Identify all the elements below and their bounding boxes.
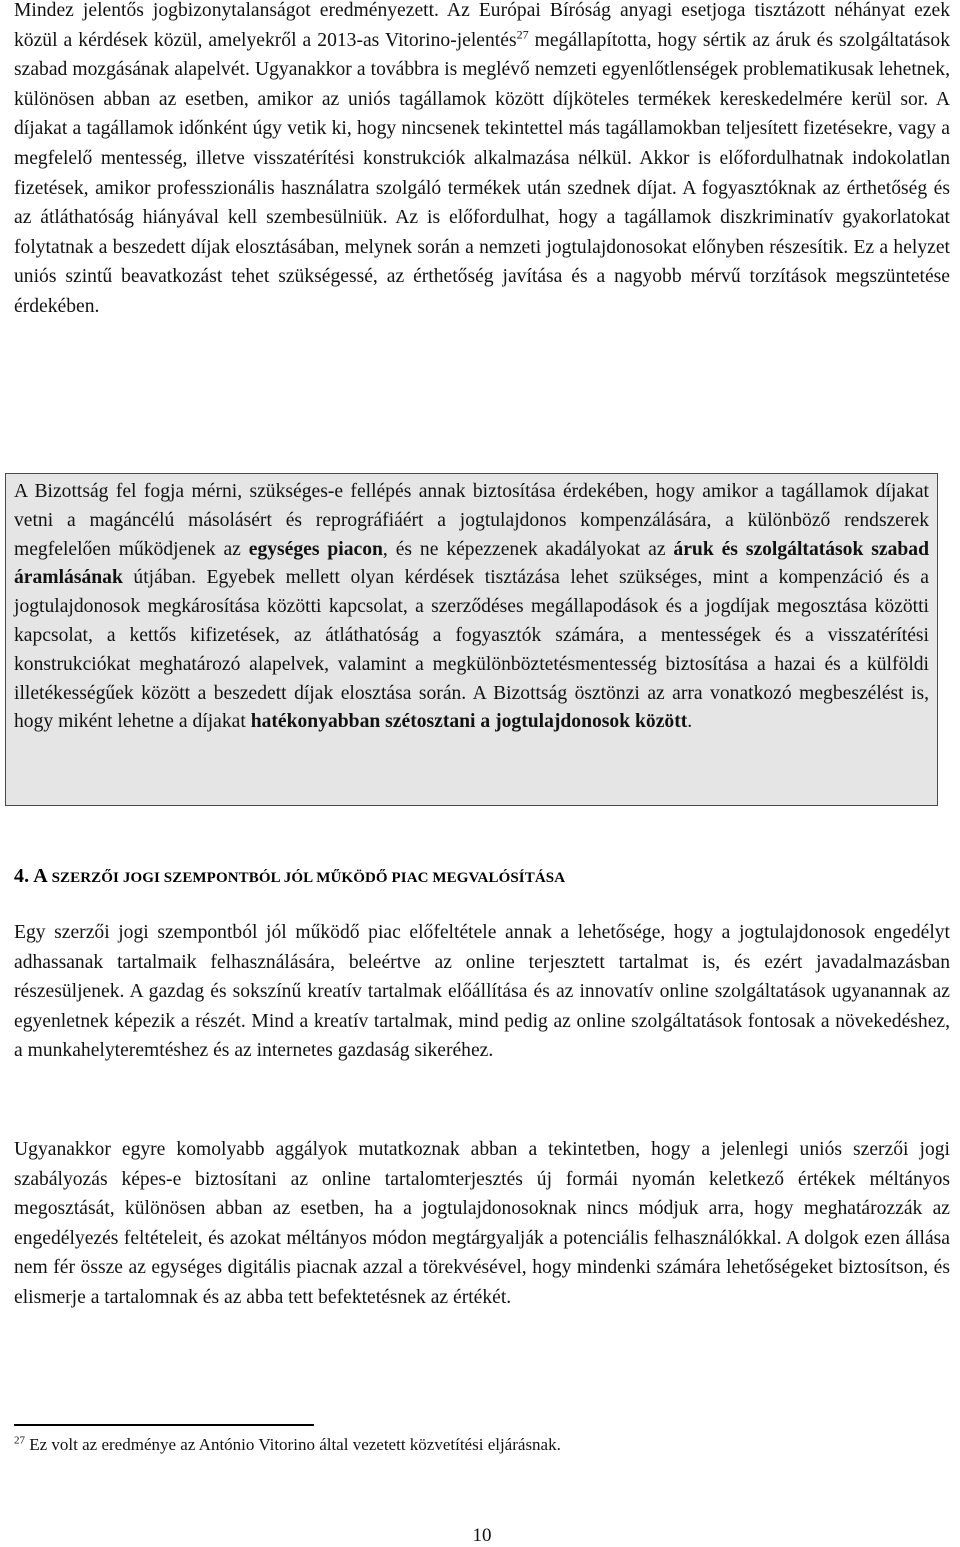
section-heading (14, 865, 565, 888)
footnote-text: Ez volt az eredménye az António Vitorino által vezetett közvetítési eljárásnak. (25, 1435, 561, 1454)
highlight-box-text (14, 478, 929, 737)
footnote (14, 1434, 561, 1456)
footnote-reference[interactable]: 27 (516, 27, 529, 42)
box-text-2: , és ne képezzenek akadályokat az (382, 538, 674, 560)
highlight-box (5, 473, 938, 806)
page-number: 10 (472, 1525, 492, 1546)
box-text-4: . (687, 711, 693, 733)
paragraph-intro-text-b: megállapította, hogy sértik az áruk és szolgáltatások szabad mozgásának alapelvét. Ugyanakkor a továbbra is meglévő nemzeti egyenlőtlenségek problematikusak lehetnek, különösen abban az esetben, amikor az uniós tagállamok között díjköteles termékek kereskedelmére kerül sor. A díjakat a tagállamok időnként úgy vetik ki, hogy nincsenek tekintettel más tagállamokban teljesített fizetésekre, vagy a megfelelő mentesség, illetve visszatérítési konstrukciók alkalmazása nélkül. Akkor is előfordulhatnak indokolatlan fizetések, amikor professzionális használatra szolgáló termékek után szednek díjat. A fogyasztóknak az érthetőség és az átláthatóság hiányával kell szembesülniük. Az is előfordulhat, hogy a tagállamok diszkriminatív gyakorlatokat folytatnak a beszedett díjak elosztásában, melynek során a nemzeti jogtulajdonosokat előnyben részesítik. Ez a helyzet uniós szintű beavatkozást tehet szükségessé, az érthetőség javítása és a nagyobb mérvű torzítások megszüntetése érdekében. (14, 29, 950, 317)
paragraph-intro-text-a: Mindez jelentős jogbizonytalanságot eredményezett. Az Európai Bíróság anyagi esetjoga tisztázott néhányat ezek közül a kérdések közül, amelyekről a 2013-as Vitorino-jelentés (14, 0, 950, 51)
paragraph-intro (14, 0, 950, 322)
box-text-3: útjában. Egyebek mellett olyan kérdések tisztázása lehet szükséges, mint a kompenzáció és a jogtulajdonosok megkárosítása közötti kapcsolat, a szerződéses megállapodások és a jogdíjak megosztása közötti kapcsolat, a kettős kifizetések, az átláthatóság a fogyasztók számára, a mentességek és a visszatérítési konstrukciókat meghatározó alapelvek, valamint a megkülönböztetésmentesség biztosítása a hazai és a külföldi illetékességűek között a beszedett díjak elosztása során. A Bizottság ösztönzi az arra vonatkozó megbeszélést is, hogy miként lehetne a díjakat (14, 567, 929, 733)
box-bold-free-movement: áruk és szolgáltatások szabad áramlásának (14, 538, 929, 589)
box-text-1: A Bizottság fel fogja mérni, szükséges-e fellépés annak biztosítása érdekében, hogy amikor a tagállamok díjakat vetni a magáncélú másolásért és reprográfiáért a jogtulajdonos kompenzálására, a különböző rendszerek megfelelően működjenek az (14, 481, 929, 560)
footnote-number: 27 (14, 1434, 25, 1447)
box-bold-distribution: hatékonyabban szétosztani a jogtulajdonosok között (250, 711, 688, 733)
paragraph-copyright-market: Egy szerzői jogi szempontból jól működő piac előfeltétele annak a lehetősége, hogy a jogtulajdonosok engedélyt adhassanak tartalmaik felhasználására, beleértve az online terjesztett tartalmat is, és ezért javadalmazásban részesüljenek. A gazdag és sokszínű kreatív tartalmak előállítása és az innovatív online szolgáltatások ugyanannak az egyenletnek képezik a részét. Mind a kreatív tartalmak, mind pedig az online szolgáltatások fontosak a növekedéshez, a munkahelyteremtéshez és az internetes gazdaság sikeréhez. (14, 922, 950, 1062)
section-title-initial: A (33, 865, 48, 887)
section-title-rest: SZERZŐI JOGI SZEMPONTBÓL JÓL MŰKÖDŐ PIAC MEGVALÓSÍTÁSA (47, 870, 566, 886)
paragraph-concerns: Ugyanakkor egyre komolyabb aggályok mutatkoznak abban a tekintetben, hogy a jelenlegi uniós szerzői jogi szabályozás képes-e biztosítani az online tartalomterjesztés új formái nyomán keletkező értékek méltányos megosztását, különösen abban az esetben, ha a jogtulajdonosoknak nincs módjuk arra, hogy meghatározzák az engedélyezés feltételeit, és azokat méltányos módon megtárgyalják a potenciális felhasználókkal. A dolgok ezen állása nem fér össze az egységes digitális piacnak azzal a törekvésével, hogy mindenki számára lehetőségeket biztosítson, és elismerje a tartalomnak és az abba tett befektetésnek az értékét. (14, 1139, 950, 1308)
footnote-divider (14, 1424, 314, 1426)
box-bold-single-market: egységes piacon (248, 538, 383, 560)
section-number: 4. (14, 865, 34, 887)
